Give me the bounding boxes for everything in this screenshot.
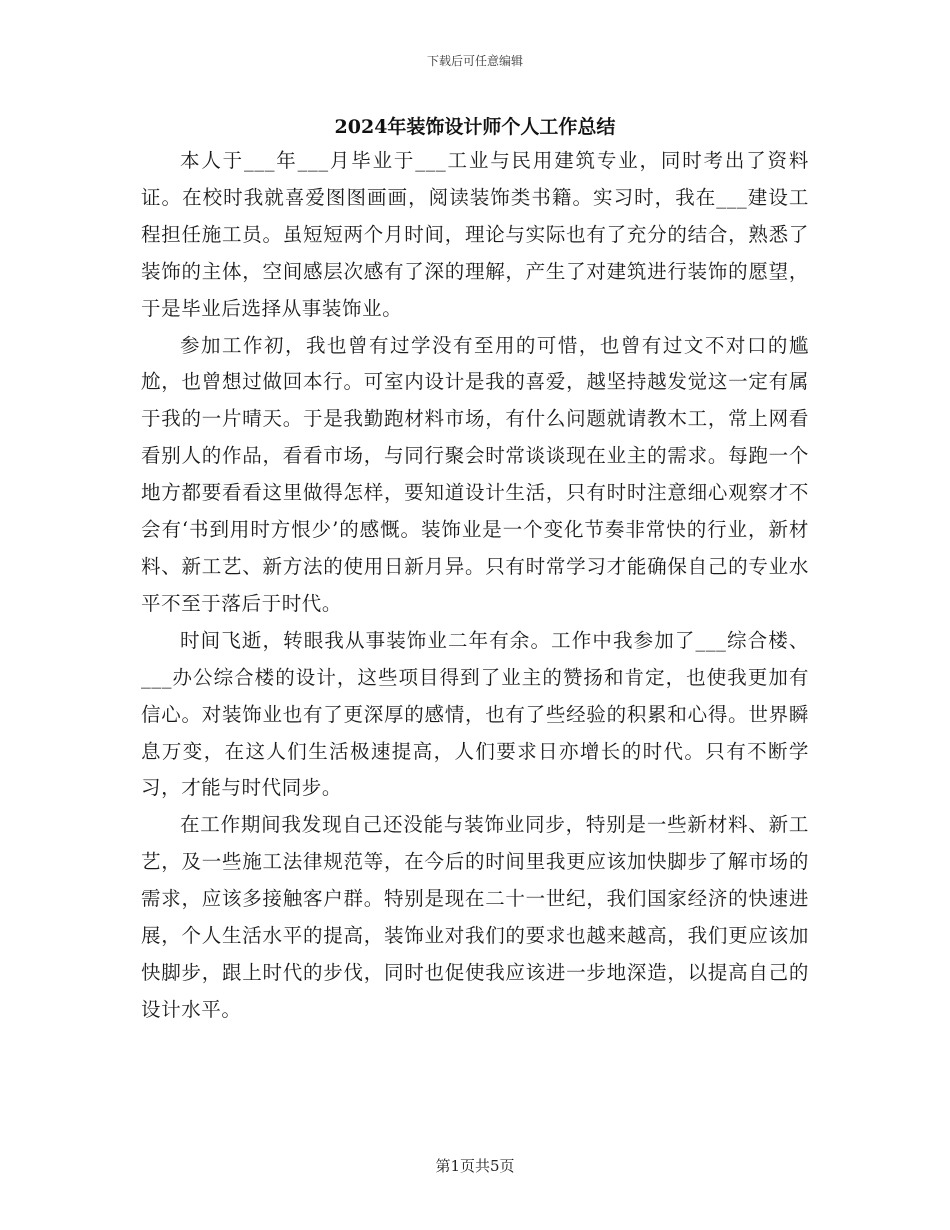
paragraph-1: 本人于___年___月毕业于___工业与民用建筑专业，同时考出了资料证。在校时我就喜爱图图画画，阅读装饰类书籍。实习时，我在___建设工程担任施工员。虽短短两个月时间，理论与实际也有了充分的结合，熟悉了装饰的主体，空间感层次感有了深的理解，产生了对建筑进行装饰的愿望，于是毕业后选择从事装饰业。 [141, 149, 809, 320]
paragraph-2: 参加工作初，我也曾有过学没有至用的可惜，也曾有过文不对口的尴尬，也曾想过做回本行。可室内设计是我的喜爱，越坚持越发觉这一定有属于我的一片晴天。于是我勤跑材料市场，有什么问题就请教木工，常上网看看别人的作品，看看市场，与同行聚会时常谈谈现在业主的需求。每跑一个地方都要看看这里做得怎样，要知道设计生活，只有时时注意细心观察才不会有‘书到用时方恨少’的感慨。装饰业是一个变化节奏非常快的行业，新材料、新工艺、新方法的使用日新月异。只有时常学习才能确保自己的专业水平不至于落后于时代。 [141, 333, 809, 615]
document-body [141, 143, 809, 1029]
paragraph-3: 时间飞逝，转眼我从事装饰业二年有余。工作中我参加了___综合楼、___办公综合楼的设计，这些项目得到了业主的赞扬和肯定，也使我更加有信心。对装饰业也有了更深厚的感情，也有了些经验的积累和心得。世界瞬息万变，在这人们生活极速提高，人们要求日亦增长的时代。只有不断学习，才能与时代同步。 [141, 628, 809, 800]
header-note: 下载后可任意编辑 [426, 54, 523, 68]
page-number: 第1页共5页 [435, 1157, 515, 1175]
paragraph-4: 在工作期间我发现自己还没能与装饰业同步，特别是一些新材料、新工艺，及一些施工法律规范等，在今后的时间里我更应该加快脚步了解市场的需求，应该多接触客户群。特别是现在二十一世纪，我们国家经济的快速进展，个人生活水平的提高，装饰业对我们的要求也越来越高，我们更应该加快脚步，跟上时代的步伐，同时也促使我应该进一步地深造，以提高自己的设计水平。 [141, 813, 809, 1021]
document-title: 2024年装饰设计师个人工作总结 [334, 116, 616, 138]
